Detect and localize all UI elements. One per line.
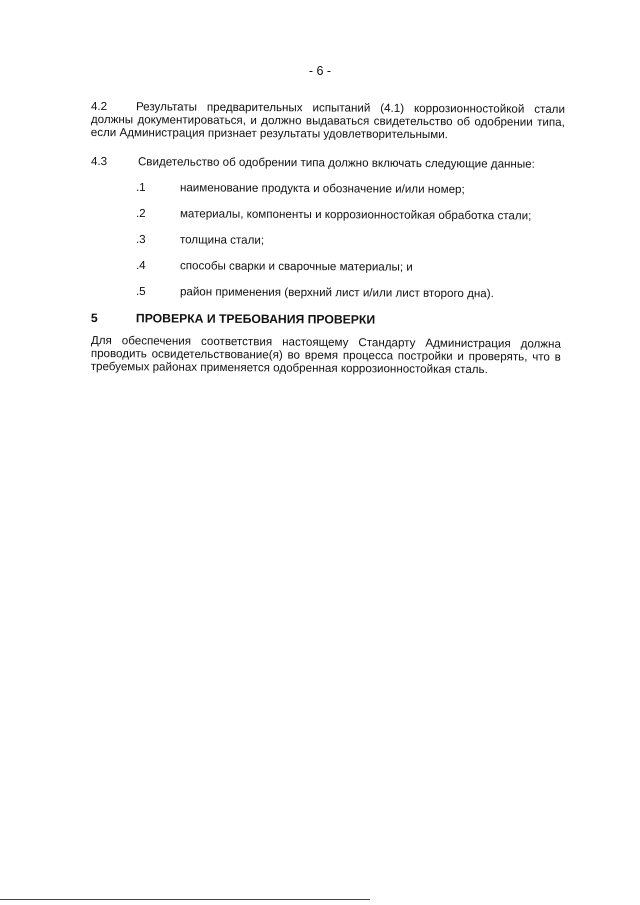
list-item-number: .2: [135, 207, 146, 221]
list-item-number: .3: [135, 233, 146, 247]
section-5-line-2: проводить освидетельствование(я) во время процесса постройки и проверять, что в: [90, 346, 561, 364]
clause-4-3-number: 4.3: [90, 155, 108, 169]
clause-4-2: [91, 100, 565, 142]
list-item: [136, 233, 264, 247]
list-item-text: толщина стали;: [179, 233, 265, 247]
section-5-paragraph: [91, 334, 561, 377]
clause-4-2-line-2: должны документироваться, и должно выдаваться свидетельство об одобрении типа,: [90, 112, 565, 129]
bottom-rule: [0, 899, 370, 900]
section-5-heading: [91, 311, 375, 327]
clause-4-3: [91, 155, 571, 171]
section-5-line-3: требуемых районах применяется одобренная коррозионностойкая сталь.: [90, 359, 488, 377]
list-item-number: .1: [135, 181, 146, 195]
list-item: [136, 207, 531, 222]
clause-4-2-line-3: если Администрация признает результаты удовлетворительными.: [90, 125, 448, 142]
list-item-text: район применения (верхний лист и/или лист второго дна).: [179, 285, 494, 301]
list-item: [136, 259, 413, 274]
list-item: [136, 285, 494, 300]
list-item-text: наименование продукта и обозначение и/или номер;: [179, 181, 465, 197]
clause-4-2-number: 4.2: [90, 100, 108, 114]
section-5-line-1: Для обеспечения соответствия настоящему Стандарту Администрация должна: [90, 334, 561, 351]
list-item-text: материалы, компоненты и коррозионностойкая обработка стали;: [179, 207, 532, 223]
list-item-number: .4: [135, 259, 146, 273]
list-item-text: способы сварки и сварочные материалы; и: [179, 259, 413, 274]
clause-4-3-text: Свидетельство об одобрении типа должно включать следующие данные:: [137, 155, 535, 171]
section-5-number: 5: [90, 311, 98, 326]
page-number: - 6 -: [308, 64, 332, 78]
clause-4-2-line-1: Результаты предварительных испытаний (4.1) коррозионностойкой стали: [135, 100, 565, 116]
list-item: [136, 181, 465, 196]
section-5-title: ПРОВЕРКА И ТРЕБОВАНИЯ ПРОВЕРКИ: [135, 311, 376, 327]
list-item-number: .5: [135, 285, 146, 299]
